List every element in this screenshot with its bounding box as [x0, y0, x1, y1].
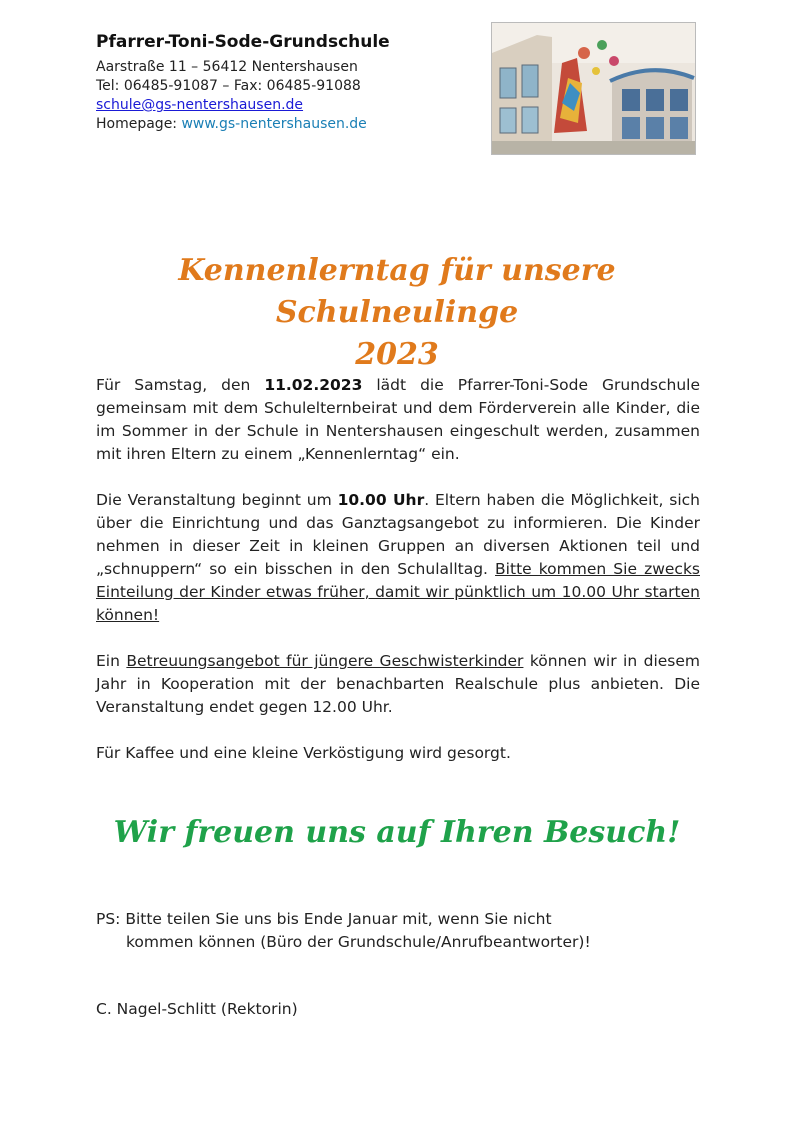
homepage-line: [96, 115, 476, 134]
email-link[interactable]: schule@gs-nentershausen.de: [96, 97, 304, 113]
p1-text-a: Für Samstag, den: [96, 376, 265, 394]
p3-text-a: Ein: [96, 652, 127, 670]
school-address: Aarstraße 11 – 56412 Nentershausen: [96, 59, 358, 75]
p1-text-b: lädt die Pfarrer-Toni-Sode Grundschule gemeinsam mit dem Schulelternbeirat und dem Förderverein alle Kinder, die im Sommer in der Schule in Nentershausen eingeschult werden, zusammen mit ihren Eltern zu einem „Kennenlerntag“ ein.: [96, 376, 700, 463]
paragraph-siblings: [96, 650, 700, 719]
p2-text-a: Die Veranstaltung beginnt um: [96, 491, 338, 509]
event-title-line1: Kennenlerntag für unsere Schulneulinge: [178, 253, 616, 330]
school-building-painting: [491, 22, 696, 155]
postscript: [96, 908, 716, 954]
ps-line-2: kommen können (Büro der Grundschule/Anrufbeantworter)!: [126, 933, 591, 951]
paragraph-schedule: [96, 489, 700, 627]
start-time: 10.00 Uhr: [337, 491, 425, 509]
p3-text-b: können wir in diesem Jahr in Kooperation mit der benachbarten Realschule plus anbieten. Die Veranstaltung endet gegen 12.00 Uhr.: [96, 652, 701, 716]
paragraph-invitation: [96, 374, 700, 466]
letter-body: [96, 374, 700, 788]
sibling-care-offer: Betreuungsangebot für jüngere Geschwisterkinder: [126, 652, 524, 670]
p2-text-b: . Eltern haben die Möglichkeit, sich über die Einrichtung und das Ganztagsangebot zu informieren. Die Kinder nehmen in dieser Zeit in kleinen Gruppen an diversen Aktionen teil und „schnuppern“ so ein bisschen in den Schulalltag.: [96, 491, 700, 578]
closing-greeting: Wir freuen uns auf Ihren Besuch!: [113, 815, 681, 850]
ps-line-1: PS: Bitte teilen Sie uns bis Ende Januar mit, wenn Sie nicht: [96, 910, 552, 928]
event-date: 11.02.2023: [264, 376, 363, 394]
letterhead: [96, 32, 476, 134]
homepage-label: Homepage:: [96, 116, 182, 132]
homepage-link[interactable]: www.gs-nentershausen.de: [181, 116, 367, 132]
event-title: [60, 250, 734, 376]
arrival-note: Bitte kommen Sie zwecks Einteilung der Kinder etwas früher, damit wir pünktlich um 10.00 Uhr starten können!: [96, 560, 700, 624]
signature: C. Nagel-Schlitt (Rektorin): [96, 1000, 298, 1018]
email-line: [96, 96, 476, 115]
school-phone-fax: Tel: 06485-91087 – Fax: 06485-91088: [96, 78, 361, 94]
event-title-year: 2023: [355, 337, 439, 372]
school-painting-illustration: [492, 23, 695, 154]
school-name: Pfarrer-Toni-Sode-Grundschule: [96, 32, 390, 52]
paragraph-catering: Für Kaffee und eine kleine Verköstigung wird gesorgt.: [96, 744, 511, 762]
